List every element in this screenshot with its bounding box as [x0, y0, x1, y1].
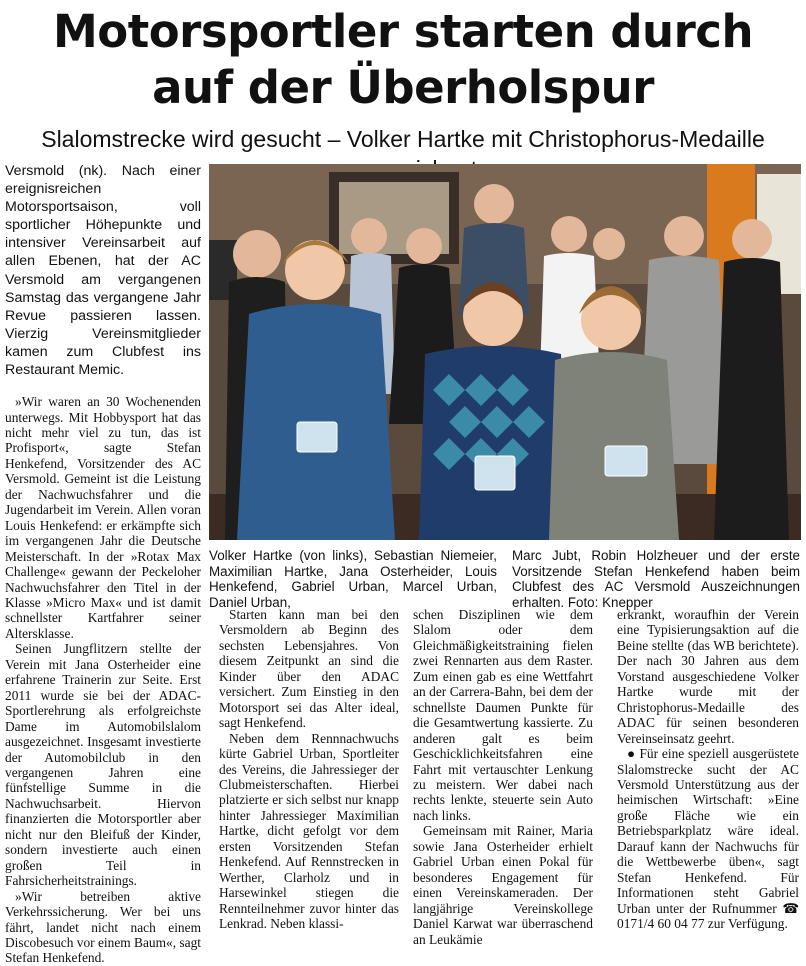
info-paragraph: ● Für eine speziell ausgerüstete Slalomstrecke sucht der AC Versmold Unterstützung aus der heimischen Wirtschaft: »Eine große Fläche wie ein Betriebsparkplatz wäre ideal. Darauf kann der Nachwuchs für die Wettbewerbe üben«, sagt Stefan Henkefend. Für Informationen steht Gabriel Urban unter der Rufnummer ☎ 0171/4 60 04 77 zur Verfügung. — [617, 746, 799, 932]
headline — [0, 4, 806, 116]
paragraph: Starten kann man bei den Versmoldern ab Beginn des sechsten Lebensjahres. Von diesem Zeitpunkt an sind die Kinder über den ADAC versichert. Zum Einstieg in den Motorsport sei das Alter ideal, sagt Henkefend. — [219, 607, 399, 731]
subheadline: Slalomstrecke wird gesucht – Volker Hartke mit Christophorus-Medaille — [41, 126, 765, 152]
photo-caption-right: Marc Jubt, Robin Holzheuer und der erste Vorsitzende Stefan Henkefend haben beim Clubfest des AC Versmold Auszeichnungen erhalten. Foto: Knepper — [512, 548, 800, 610]
article-column-4 — [617, 607, 799, 932]
paragraph: Neben dem Rennnachwuchs kürte Gabriel Urban, Sportleiter des Vereins, die Jahressieger der Clubmeisterschaften. Hierbei platzierte er sich selbst nur knapp hinter Jahressieger Maximilian Hartke, dicht gefolgt vor dem ersten Vorsitzenden Stefan Henkefend. Auf Rennstrecken in Werther, Clarholz und in Harsewinkel stiegen die Rennteilnehmer zuvor hinter das Lenkrad. Neben klassi- — [219, 730, 399, 932]
group-photo-illustration — [209, 164, 801, 540]
group-photo — [209, 164, 801, 540]
paragraph: Seinen Jungflitzern stellte der Verein mit Jana Osterheider eine erfahrene Trainerin zur Seite. Erst 2011 wurde sie bei der ADAC-Sportlerehrung als erfolgreichste Dame im Automobilslalom ausgezeichnet. Insgesamt investierte der Automobilclub in den vergangenen Jahren eine fünfstellige Summe in die Nachwuchsarbeit. Hiervon finanzierten die Motorsportler aber nicht nur den Bleifuß der Kinder, sondern investierte auch einen großen Teil in Fahrsicherheitstrainings. — [5, 641, 201, 889]
article-column-3 — [413, 607, 593, 947]
lead-paragraph: Versmold (nk). Nach einer ereignisreichen Motorsportsaison, voll sportlicher Höhepunkte und intensiver Vereinsarbeit auf allen Ebenen, hat der AC Versmold am vergangenen Samstag das vergangene Jahr Revue passieren lassen. Vierzig Vereinsmitglieder kamen zum Clubfest ins Restaurant Memic. — [5, 163, 201, 379]
paragraph: »Wir waren an 30 Wochenenden unterwegs. Mit Hobbysport hat das nicht mehr viel zu tun, das ist Profisport«, sagte Stefan Henkefend, Vorsitzender des AC Versmold. Gemeint ist die Leistung der Nachwuchsfahrer und die Jugendarbeit im Verein. Allen voran Louis Henkefend: er erkämpfte sich im vergangenen Jahr die Deutsche Meisterschaft. In der »Rotax Max Challenge« gewann der Peckeloher Nachwuchsfahrer den Titel in der Klasse »Micro Max« und ist damit schnellster Kartfahrer seiner Altersklasse. — [5, 394, 201, 641]
paragraph: »Wir betreiben aktive Verkehrssicherung. Wer bei uns fährt, landet nicht nach einem Discobesuch vor einem Baum«, sagt Stefan Henkefend. — [5, 888, 201, 966]
photo-caption-left: Volker Hartke (von links), Sebastian Niemeier, Maximilian Hartke, Jana Osterheider, Louis Henkefend, Gabriel Urban, Marcel Urban, Daniel Urban, — [209, 548, 497, 610]
article-column-2 — [219, 607, 399, 932]
article-column-1 — [5, 162, 201, 966]
headline-line-2: auf der Überholspur — [152, 61, 654, 114]
paragraph: schen Disziplinen wie dem Slalom oder dem Gleichmäßigkeitstraining fielen zwei Rennarten aus dem Raster. Zum einen gab es eine Wettfahrt an der Carrera-Bahn, bei dem der schnellste Daumen Punkte für die Gesamtwertung kassierte. Zu anderen galt es beim Geschicklichkeitsfahren eine Fahrt mit vertauschter Lenkung zu meistern. Wer dabei nach rechts lenkte, steuerte sein Auto nach links. — [413, 607, 593, 823]
paragraph: erkrankt, woraufhin der Verein eine Typisierungsaktion auf die Beine stellte (das WB berichtete). Der nach 30 Jahren aus dem Vorstand ausgeschiedene Volker Hartke wurde mit der Christophorus-Medaille des ADAC für seinen besonderen Vereinseinsatz geehrt. — [617, 607, 799, 746]
paragraph: Gemeinsam mit Rainer, Maria sowie Jana Osterheider erhielt Gabriel Urban einen Pokal für besonderes Engagement für einen Vereinskameraden. Der langjährige Vereinskollege Daniel Karwat war überraschend an Leukämie — [413, 823, 593, 947]
headline-line-1: Motorsportler starten durch — [53, 5, 753, 58]
